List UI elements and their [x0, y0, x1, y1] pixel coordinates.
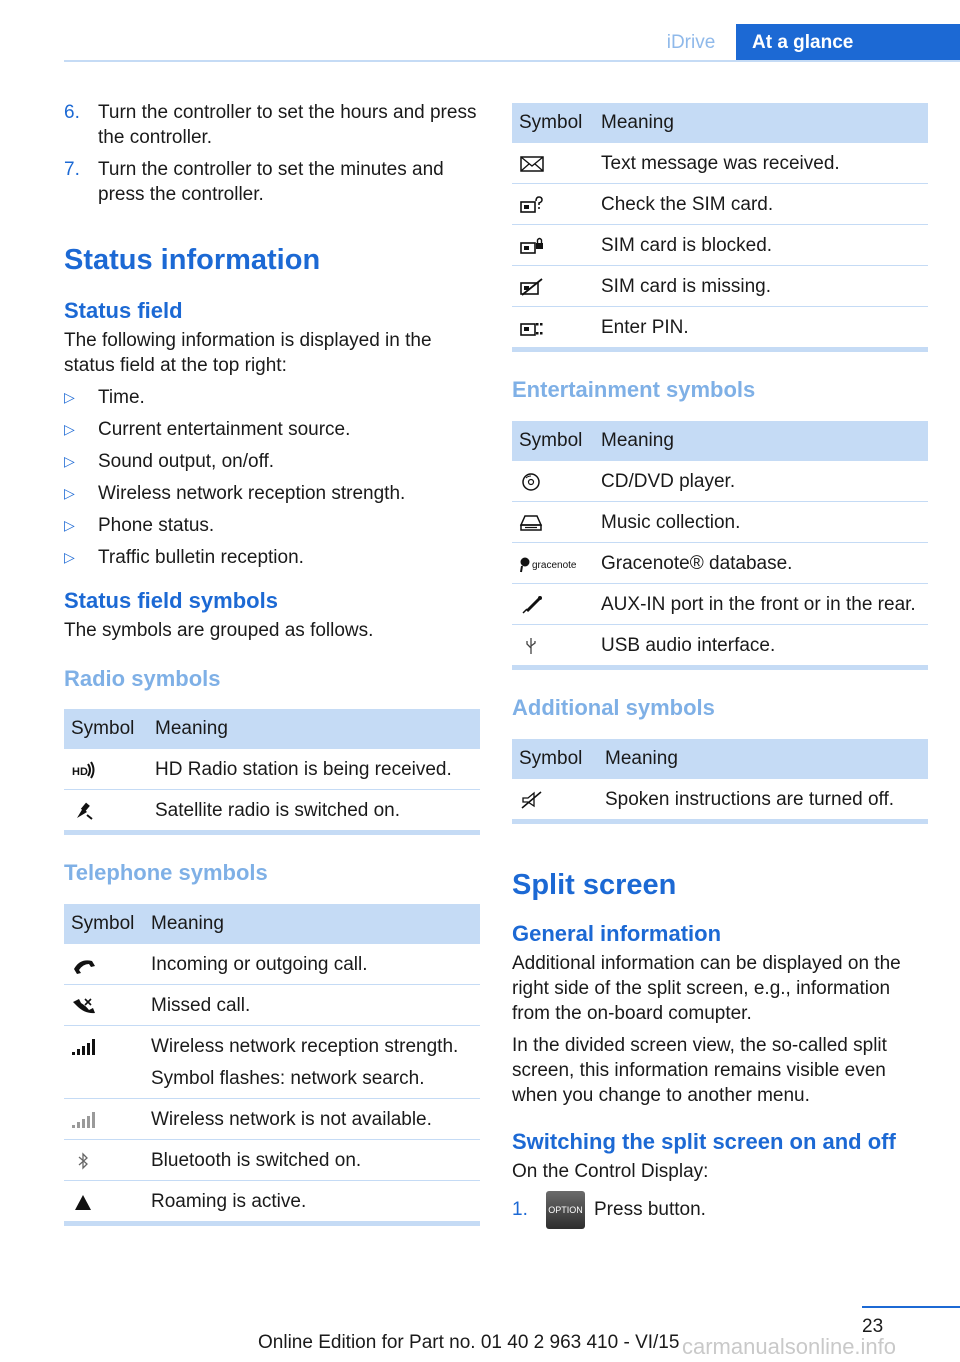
table-row: CD/DVD player.: [512, 461, 928, 502]
header-chapter: At a glance: [736, 24, 960, 62]
table-bottom-bar: [512, 819, 928, 824]
option-button[interactable]: OPTION: [546, 1191, 585, 1229]
radio-symbols-heading: Radio symbols: [64, 666, 221, 691]
hd-radio-icon: [71, 760, 97, 780]
switching-heading: Switching the split screen on and off: [512, 1129, 896, 1154]
table-row: Check the SIM card.: [512, 184, 928, 225]
status-field-heading: Status field: [64, 298, 183, 323]
table-row: USB audio interface.: [512, 625, 928, 666]
voice-off-icon: [519, 790, 545, 810]
signal-icon: [71, 1037, 97, 1057]
split-screen-heading: Split screen: [512, 869, 677, 901]
column-header-symbol: Symbol: [512, 739, 598, 779]
column-header-symbol: Symbol: [512, 421, 594, 461]
telephone-symbols-table: [64, 904, 480, 1221]
pin-icon: [519, 318, 545, 338]
list-item: 1. OPTION Press button.: [512, 1191, 928, 1229]
music-collection-icon: [519, 513, 545, 533]
column-header-meaning: Meaning: [598, 739, 928, 779]
page-number: 23: [862, 1316, 884, 1337]
column-header-meaning: Meaning: [148, 709, 480, 749]
table-bottom-bar: [64, 1221, 480, 1226]
phone-icon: [71, 955, 97, 975]
gracenote-icon: [519, 554, 589, 574]
table-row: Music collection.: [512, 502, 928, 543]
list-item: 7. Turn the controller to set the minutes and press the controller.: [64, 159, 444, 205]
list-item: ▷ Phone status.: [64, 515, 215, 536]
table-row: AUX-IN port in the front or in the rear.: [512, 584, 928, 625]
column-header-meaning: Meaning: [594, 421, 928, 461]
table-row: Missed call.: [64, 985, 480, 1026]
additional-symbols-table: [512, 739, 928, 819]
list-item: ▷ Sound output, on/off.: [64, 451, 275, 472]
table-row: gracenote Gracenote® database.: [512, 543, 928, 584]
bullet-triangle-icon: ▷: [64, 453, 75, 469]
sim-locked-icon: [519, 236, 545, 256]
status-items-list: [64, 385, 480, 570]
general-text-2: In the divided screen view, the so-called split screen, this information remains visible even when you change to another menu.: [512, 1035, 887, 1106]
right-column: [512, 103, 928, 1229]
svg-text:HD: HD: [72, 765, 88, 778]
bullet-triangle-icon: ▷: [64, 485, 75, 501]
table-row: Bluetooth is switched on.: [64, 1140, 480, 1181]
table-bottom-bar: [64, 830, 480, 835]
list-item: ▷ Current entertainment source.: [64, 419, 351, 440]
table-row: SIM card is blocked.: [512, 225, 928, 266]
usb-icon: [519, 636, 545, 656]
bullet-triangle-icon: ▷: [64, 549, 75, 565]
entertainment-symbols-table: [512, 421, 928, 665]
svg-text:gracenote: gracenote: [532, 559, 577, 571]
table-row: Text message was received.: [512, 143, 928, 184]
envelope-icon: [519, 154, 545, 174]
column-header-symbol: Symbol: [512, 103, 594, 143]
bullet-triangle-icon: ▷: [64, 517, 75, 533]
left-column: [64, 100, 480, 1226]
table-row: HD HD Radio station is being received.: [64, 749, 480, 790]
symbols-grouped-text: The symbols are grouped as follows.: [64, 620, 374, 641]
list-item: 6. Turn the controller to set the hours and press the controller.: [64, 102, 477, 148]
table-row: Enter PIN.: [512, 307, 928, 348]
general-text-1: Additional information can be displayed on the right side of the split screen, e.g., information from the on-board comupter.: [512, 953, 901, 1024]
column-header-symbol: Symbol: [64, 904, 144, 944]
header-rule: [64, 60, 960, 62]
bluetooth-icon: [71, 1151, 97, 1171]
status-field-text: The following information is displayed in the status field at the top right:: [64, 330, 432, 376]
table-row: Spoken instructions are turned off.: [512, 779, 928, 819]
status-information-heading: Status information: [64, 244, 321, 276]
table-bottom-bar: [512, 347, 928, 352]
bullet-triangle-icon: ▷: [64, 389, 75, 405]
table-bottom-bar: [512, 665, 928, 670]
missed-call-icon: [71, 996, 97, 1016]
table-row: Incoming or outgoing call.: [64, 944, 480, 985]
table-row: SIM card is missing.: [512, 266, 928, 307]
telephone-symbols-heading: Telephone symbols: [64, 860, 268, 885]
table-row: Wireless network is not available.: [64, 1099, 480, 1140]
edition-text: Online Edition for Part no. 01 40 2 963 410 - VI/15: [258, 1332, 680, 1353]
aux-icon: [519, 595, 545, 615]
radio-symbols-table: [64, 709, 480, 830]
roaming-icon: [71, 1192, 97, 1212]
no-signal-icon: [71, 1110, 97, 1130]
status-field-symbols-heading: Status field symbols: [64, 588, 278, 613]
column-header-meaning: Meaning: [594, 103, 928, 143]
control-display-text: On the Control Display:: [512, 1161, 709, 1182]
footer-rule: [862, 1306, 960, 1308]
list-item: ▷ Time.: [64, 387, 145, 408]
message-symbols-table: [512, 103, 928, 347]
sim-check-icon: [519, 195, 545, 215]
column-header-symbol: Symbol: [64, 709, 148, 749]
table-row: Roaming is active.: [64, 1181, 480, 1222]
table-row: Satellite radio is switched on.: [64, 790, 480, 831]
additional-symbols-heading: Additional symbols: [512, 695, 715, 720]
column-header-meaning: Meaning: [144, 904, 480, 944]
table-row: Wireless network reception strength. Symbol flashes: network search.: [64, 1026, 480, 1099]
list-item: ▷ Traffic bulletin reception.: [64, 547, 304, 568]
header-section: iDrive: [666, 32, 716, 53]
satellite-icon: [71, 801, 97, 821]
entertainment-symbols-heading: Entertainment symbols: [512, 377, 756, 402]
steps-list: [64, 100, 480, 207]
bullet-triangle-icon: ▷: [64, 421, 75, 437]
general-information-heading: General information: [512, 921, 722, 946]
watermark: carmanualsonline.info: [682, 1334, 897, 1359]
cd-icon: [519, 472, 545, 492]
list-item: ▷ Wireless network reception strength.: [64, 483, 406, 504]
sim-missing-icon: [519, 277, 545, 297]
